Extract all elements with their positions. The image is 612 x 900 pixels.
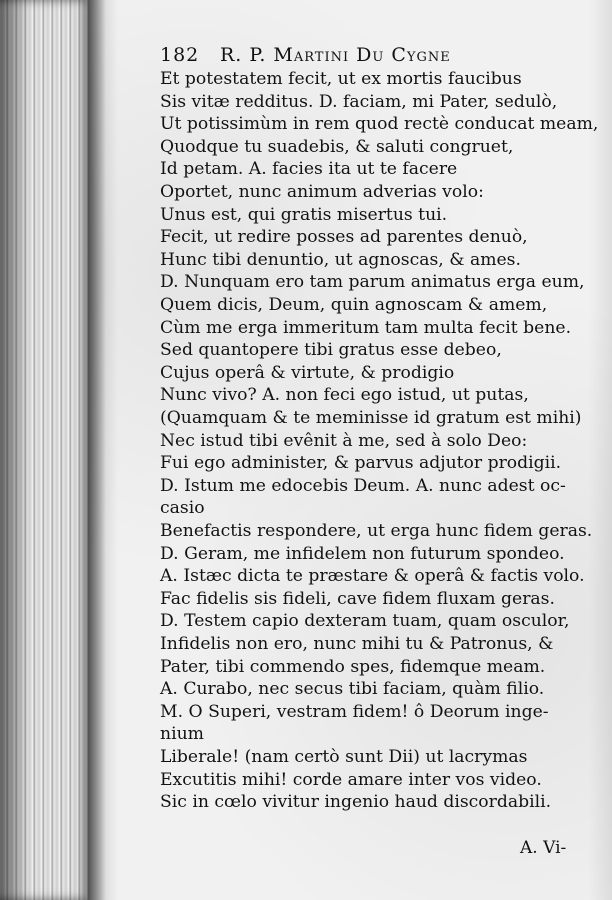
text-line: Liberale! (nam certò sunt Dii) ut lacrymas <box>160 747 528 767</box>
text-line: D. Istum me edocebis Deum. A. nunc adest oc- <box>160 475 566 496</box>
text-line: A. Curabo, nec secus tibi faciam, quàm filio. <box>160 679 545 700</box>
text-line: Nunc vivo? A. non feci ego istud, ut putas, <box>160 385 529 406</box>
text-line: D. Nunquam ero tam parum animatus erga eum, <box>160 272 585 293</box>
text-line: Sis vitæ redditus. D. faciam, mi Pater, sedulò, <box>160 91 558 112</box>
text-line: Pater, tibi commendo spes, fidemque meam. <box>160 656 546 677</box>
text-line: Cùm me erga immeritum tam multa fecit bene. <box>160 317 572 338</box>
text-line: Oportet, nunc animum adverias volo: <box>160 182 484 202</box>
text-line: Fecit, ut redire posses ad parentes denuò, <box>160 227 528 248</box>
text-line: Hunc tibi denuntio, ut agnoscas, & ames. <box>160 249 521 270</box>
text-line: Quem dicis, Deum, quin agnoscam & amem, <box>160 295 548 315</box>
text-block <box>160 68 599 858</box>
text-line: Fac fidelis sis fideli, cave fidem fluxam geras. <box>160 588 555 609</box>
text-line: Nec istud tibi evênit à me, sed à solo Deo: <box>160 430 528 451</box>
page-number: 182 <box>160 44 200 66</box>
text-line: Fui ego administer, & parvus adjutor prodigii. <box>160 453 562 474</box>
text-line: Sed quantopere tibi gratus esse debeo, <box>160 340 502 361</box>
text-line: Quodque tu suadebis, & saluti congruet, <box>160 136 514 157</box>
text-line: D. Geram, me infidelem non futurum spondeo. <box>160 543 565 564</box>
text-line: Infidelis non ero, nunc mihi tu & Patronus, & <box>160 634 554 654</box>
text-line: A. Istæc dicta te præstare & operâ & factis volo. <box>160 566 585 587</box>
text-line: Et potestatem fecit, ut ex mortis faucibus <box>160 69 522 89</box>
text-line: (Quamquam & te meminisse id gratum est mihi) <box>160 408 582 428</box>
text-line: Unus est, qui gratis misertus tui. <box>160 204 448 225</box>
text-line: Cujus operâ & virtute, & prodigio <box>160 362 455 383</box>
text-line: Ut potissimùm in rem quod rectè conducat meam, <box>160 114 599 135</box>
text-line: D. Testem capio dexteram tuam, quam osculor, <box>160 611 570 632</box>
text-line: M. O Superi, vestram fidem! ô Deorum inge- <box>160 701 549 722</box>
gutter-shadow <box>88 0 106 900</box>
text-line: Sic in cœlo vivitur ingenio haud discordabili. <box>160 792 552 813</box>
header-title: R. P. Martini Du Cygne <box>220 44 451 66</box>
text-line: Excutitis mihi! corde amare inter vos video. <box>160 769 542 790</box>
text-line: Benefactis respondere, ut erga hunc fidem geras. <box>160 521 593 541</box>
text-line: Id petam. A. facies ita ut te facere <box>160 159 458 180</box>
catchword: A. Vi- <box>520 838 567 858</box>
text-line: nium <box>160 724 204 745</box>
book-page-edges <box>0 0 92 900</box>
text-line: casio <box>160 498 205 519</box>
